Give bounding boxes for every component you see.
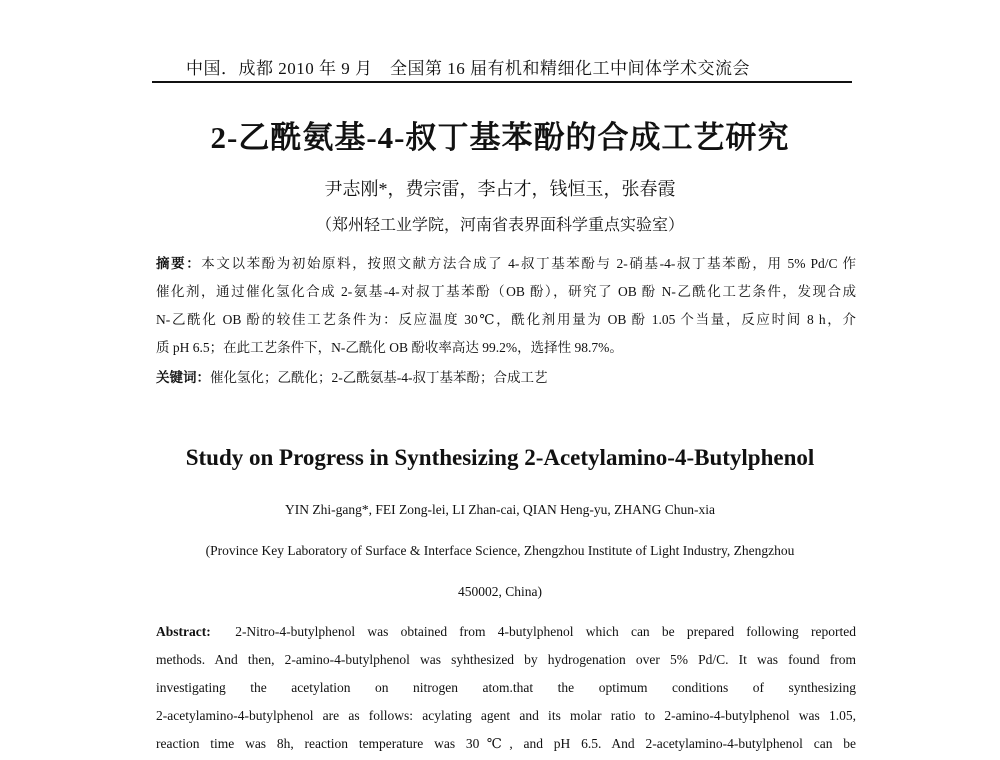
english-affiliation-line-2: 450002, China) [458,584,542,599]
english-abstract-line-2: methods. And then, 2-amino-4-butylphenol was syhthesized by hydrogenation over 5% Pd/C. It was found from [156,652,856,667]
chinese-abstract-line-4: 质 pH 6.5；在此工艺条件下，N-乙酰化 OB 酚收率高达 99.2%，选择性 98.7%。 [156,340,623,355]
chinese-abstract-line-1 [156,250,856,278]
header-divider [152,81,852,83]
chinese-abstract-line-3: N-乙酰化 OB 酚的较佳工艺条件为：反应温度 30℃，酰化剂用量为 OB 酚 1.05 个当量，反应时间 8 h，介 [156,312,856,327]
chinese-title: 2-乙酰氨基-4-叔丁基苯酚的合成工艺研究 [210,120,790,155]
english-abstract-label: Abstract: [156,624,211,639]
english-abstract-line-5: reaction time was 8h, reaction temperature was 30℃, and pH 6.5. And 2-acetylamino-4-butylphenol can be [156,736,856,751]
chinese-abstract-line-2: 催化剂，通过催化氢化合成 2-氨基-4-对叔丁基苯酚（OB 酚），研究了 OB 酚 N-乙酰化工艺条件，发现合成 [156,284,856,299]
english-abstract-line-1 [156,618,856,646]
chinese-keywords-text: 催化氢化；乙酰化；2-乙酰氨基-4-叔丁基苯酚；合成工艺 [210,370,548,385]
chinese-abstract [156,250,856,362]
conference-header: 中国．成都 2010 年 9 月 全国第 16 届有机和精细化工中间体学术交流会 [186,59,750,78]
chinese-keywords [156,364,856,392]
english-title: Study on Progress in Synthesizing 2-Acetylamino-4-Butylphenol [185,445,815,470]
english-authors: YIN Zhi-gang*, FEI Zong-lei, LI Zhan-cai, QIAN Heng-yu, ZHANG Chun-xia [284,502,716,517]
chinese-authors: 尹志刚*，费宗雷，李占才，钱恒玉，张春霞 [324,179,676,199]
chinese-abstract-label: 摘要： [156,256,202,271]
chinese-affiliation: （郑州轻工业学院，河南省表界面科学重点实验室） [315,217,684,234]
english-abstract [156,618,856,758]
chinese-keywords-label: 关键词： [156,370,210,385]
english-abstract-line-3: investigating the acetylation on nitrogen atom.that the optimum conditions of synthesizing [156,680,856,695]
english-abstract-line-4: 2-acetylamino-4-butylphenol are as follows: acylating agent and its molar ratio to 2-amino-4-butylphenol was 1.05, [156,708,856,723]
chinese-abstract-text-1: 本文以苯酚为初始原料，按照文献方法合成了 4-叔丁基苯酚与 2-硝基-4-叔丁基苯酚，用 5% Pd/C 作 [201,256,857,271]
english-abstract-text-1: 2-Nitro-4-butylphenol was obtained from 4-butylphenol which can be prepared following reported [235,624,856,639]
english-affiliation-line-1: (Province Key Laboratory of Surface & Interface Science, Zhengzhou Institute of Light Industry, Zhengzhou [205,543,795,558]
